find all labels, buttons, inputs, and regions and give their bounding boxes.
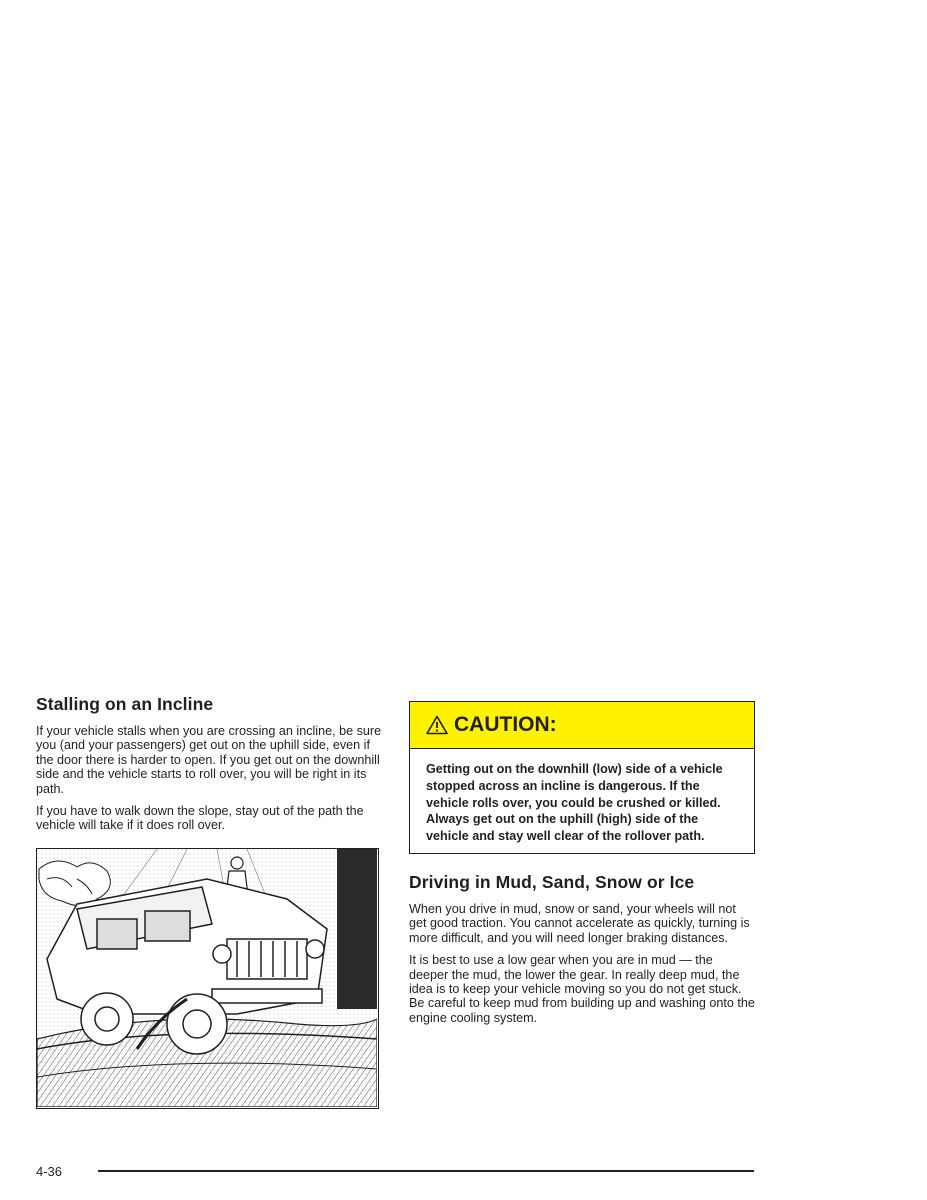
section-heading-stalling: Stalling on an Incline	[36, 694, 214, 714]
warning-triangle-icon	[426, 715, 448, 735]
paragraph: If you have to walk down the slope, stay out of the path the vehicle will take if it does roll over.	[36, 804, 364, 833]
vehicle-incline-icon	[37, 849, 377, 1107]
paragraph: When you drive in mud, snow or sand, your wheels will not get good traction. You cannot accelerate as quickly, turning is more difficult, and you will need longer braking distances.	[409, 901, 750, 945]
right-column	[409, 701, 755, 1033]
page-number: 4-36	[36, 1164, 63, 1179]
footer-divider	[98, 1170, 754, 1172]
caution-text: Getting out on the downhill (low) side of a vehicle stopped across an incline is dangerous. If the vehicle rolls over, you could be crushed or killed. Always get out on the uphill (high) side of the vehicle and stay well clear of the rollover path.	[426, 762, 723, 844]
caution-box	[409, 701, 755, 854]
caution-header	[410, 702, 754, 749]
mud-sand-section	[409, 872, 755, 1025]
left-column	[36, 694, 382, 1109]
paragraph: If your vehicle stalls when you are crossing an incline, be sure you (and your passengers) get out on the uphill side, even if the door there is harder to open. If you get out on the downhill side and the vehicle starts to roll over, you will be right in its path.	[36, 724, 382, 796]
paragraph: It is best to use a low gear when you are in mud — the deeper the mud, the lower the gear. In really deep mud, the idea is to keep your vehicle moving so you do not get stuck. Be careful to keep mud from building up and washing onto the engine cooling system.	[409, 953, 755, 1025]
offroad-vehicle-illustration	[36, 848, 379, 1109]
caution-title: CAUTION:	[454, 713, 557, 736]
section-heading-mud: Driving in Mud, Sand, Snow or Ice	[409, 871, 695, 892]
